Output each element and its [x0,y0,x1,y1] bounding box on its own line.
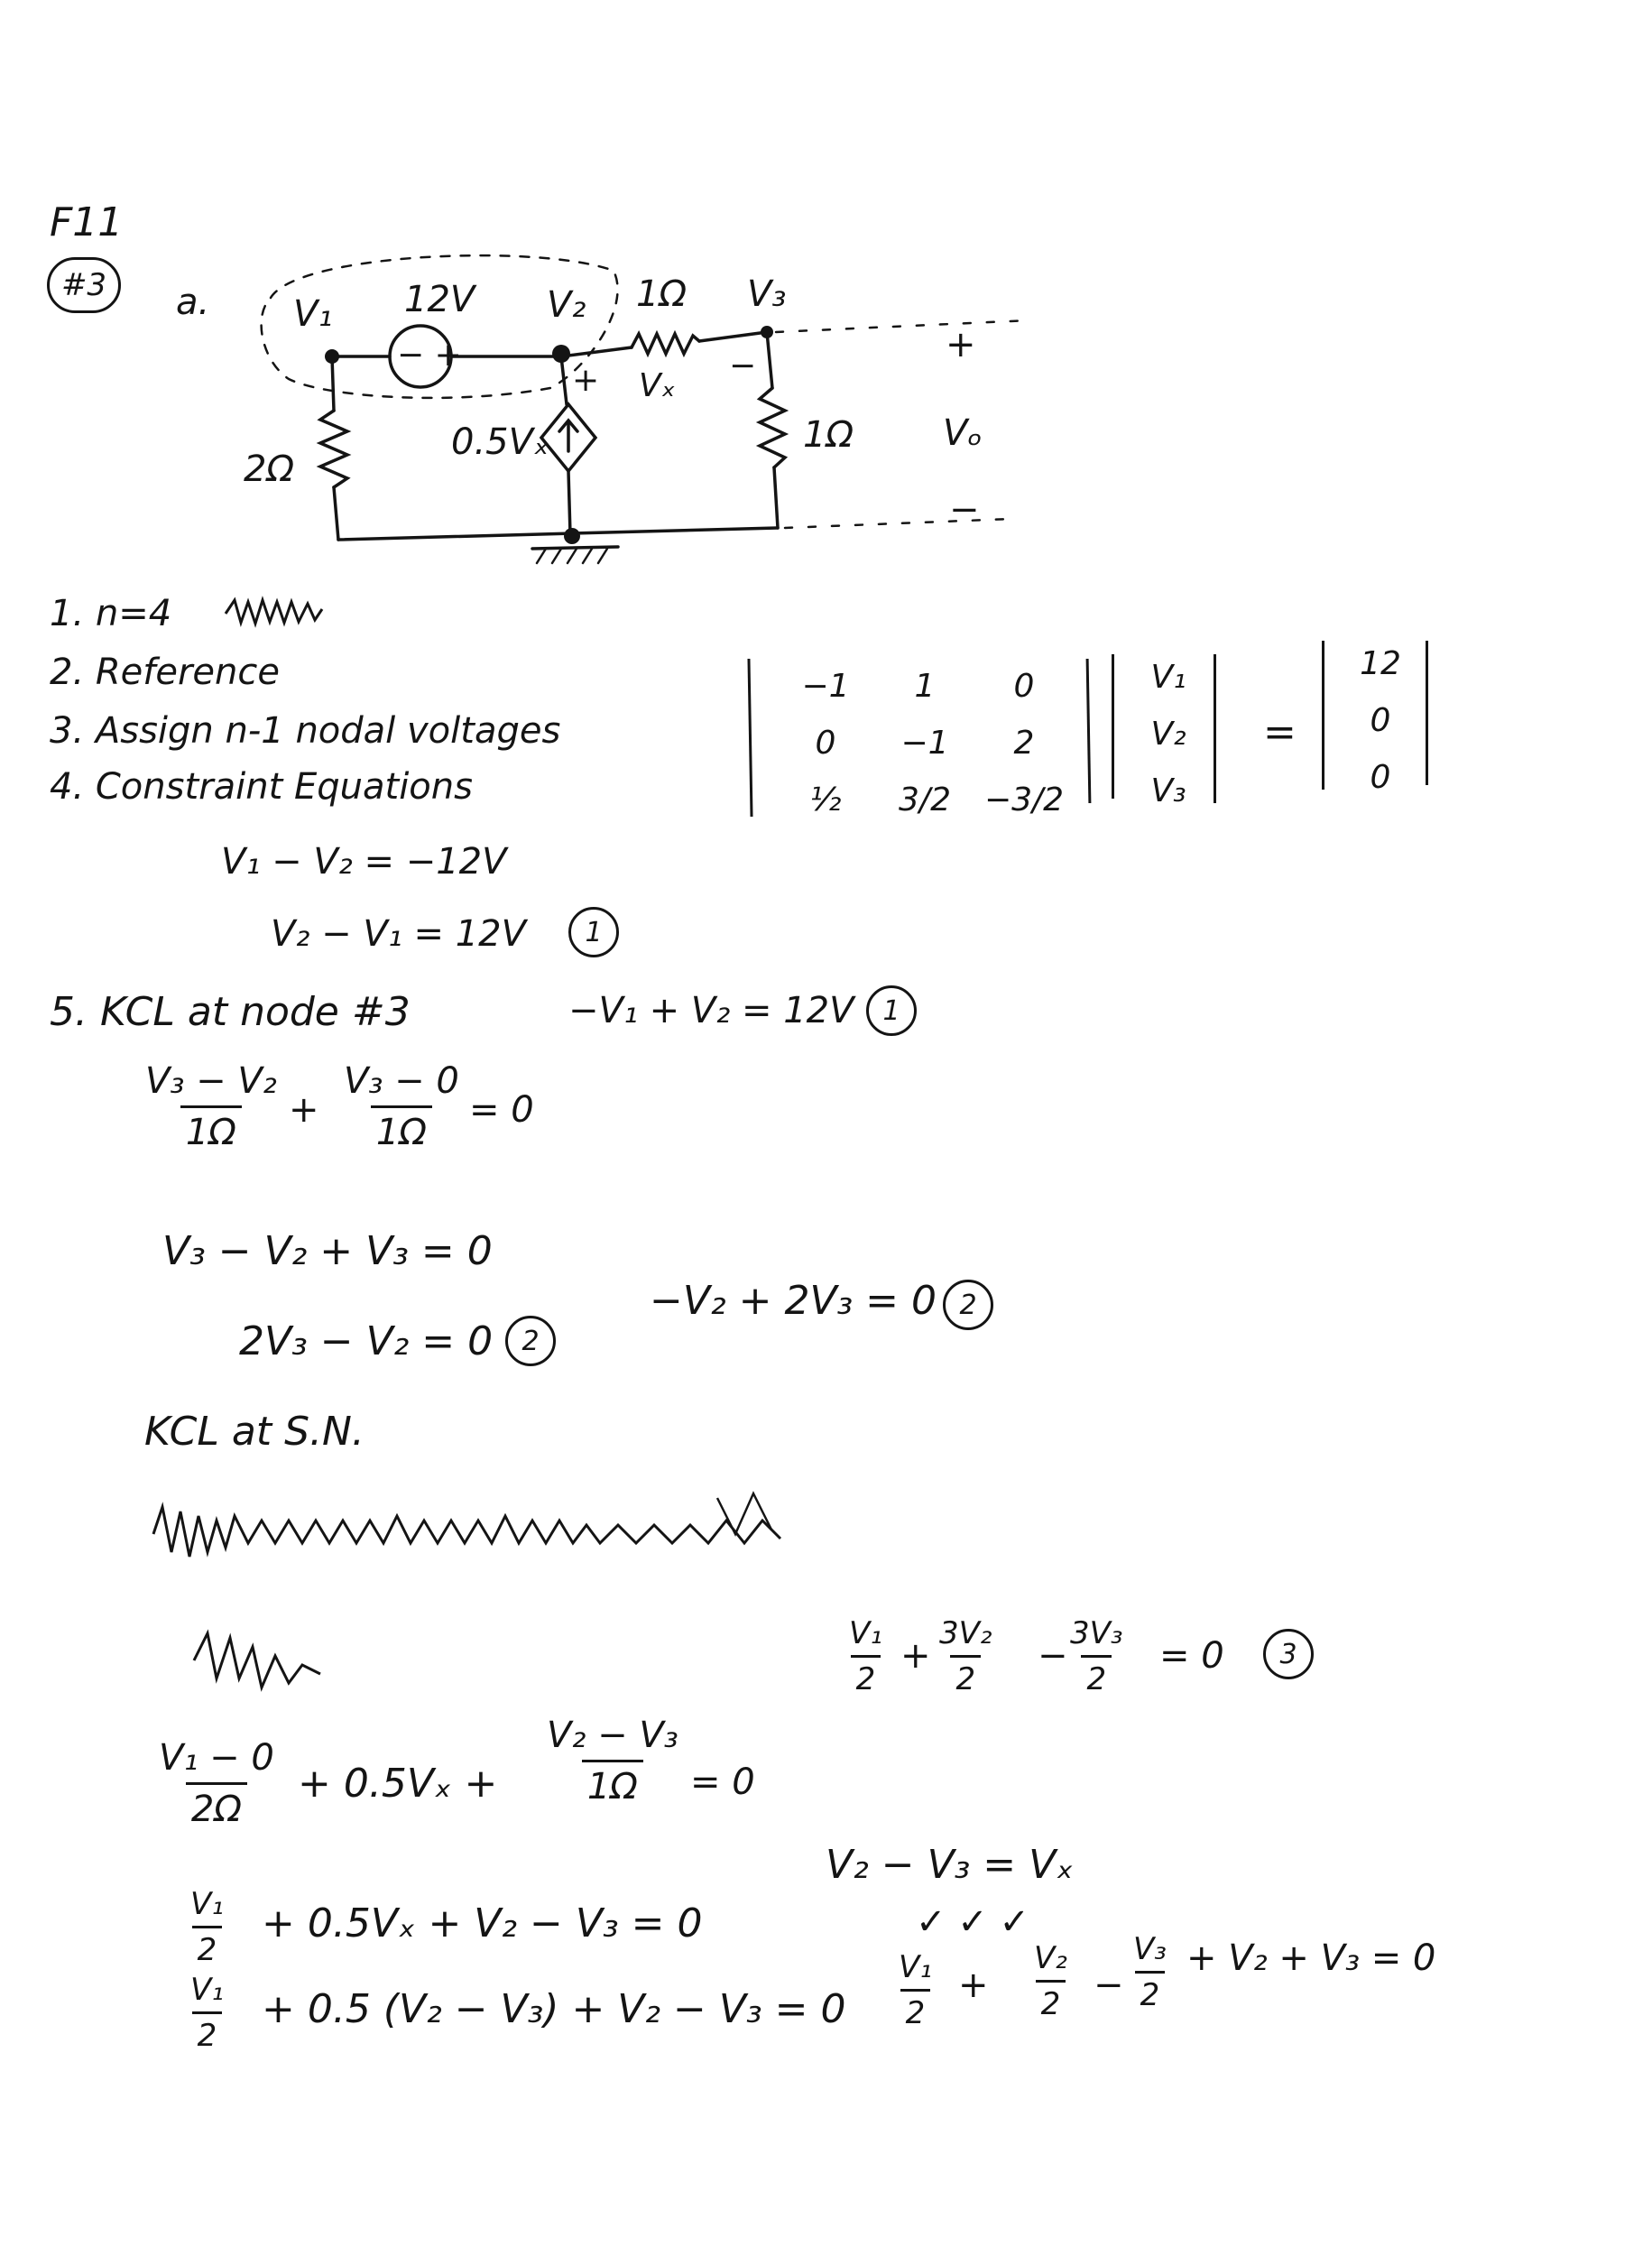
eq3-term-2: $\frac{\text{3V₂}}{2}$ [939,1615,992,1697]
node-dot-ground [564,528,580,544]
vo-plus: + [946,324,976,365]
matrix-x-cell: V₃ [1150,772,1186,809]
constraint-eq-c: −V₁ + V₂ = 12V [568,990,854,1031]
matrix-a-cell: 3/2 [899,781,951,818]
line-i-plus: + [958,1965,989,2006]
line-i-term-2: $\frac{\text{V₂}}{2}$ [1034,1940,1067,2022]
part-label: a. [176,282,210,323]
kcl3-eq-2-left: 2V₃ − V₂ = 0 [239,1318,494,1364]
circuit-diagram [0,0,1652,632]
step-1: 1. n=4 [50,593,172,634]
matrix-a-cell: −1 [801,668,850,705]
resistor-top-label: 1Ω [636,273,688,315]
line-i-term-1: $\frac{\text{V₁}}{2}$ [899,1949,932,2031]
resistor-top-symbol [632,334,699,354]
kcl-supernode-heading: KCL at S.N. [144,1409,365,1455]
line-g-rest: + 0.5Vₓ + V₂ − V₃ = 0 [262,1900,703,1946]
matrix-a-cell: −3/2 [983,781,1065,818]
dep-source-label: 0.5Vₓ [451,421,549,463]
line-g-fraction: $\frac{\text{V₁}}{2}$ [190,1886,224,1968]
kcl3-equals-zero: = 0 [469,1089,534,1131]
resistor-right-symbol [760,388,785,467]
line-i-minus: − [1094,1965,1124,2006]
problem-number: #3 [60,267,107,303]
sn-term-1: $\frac{\text{V₁ − 0}}{2\Omega}$ [159,1737,274,1830]
matrix-a [776,668,1083,818]
circled-1-b: 1 [866,985,917,1036]
matrix-x [1128,659,1209,809]
matrix-a-cell: 0 [1013,668,1035,705]
node-dot-v3 [761,326,773,338]
resistor-left-label: 2Ω [244,448,295,490]
circled-2-b: 2 [943,1280,993,1330]
vx-label: Vₓ [639,367,676,404]
matrix-a-left-bar [747,659,752,817]
eq3-minus: − [1038,1635,1068,1677]
node-v1-label: V₁ [293,293,333,335]
kcl3-term-2: $\frac{\text{V₃ − 0}}{1\Omega}$ [344,1060,459,1153]
vo-minus: − [949,489,980,531]
matrix-a-cell: −1 [900,725,949,762]
vx-minus: − [729,347,757,384]
line-i-tail: + V₂ + V₃ = 0 [1186,1937,1436,1979]
eq3-term-1: $\frac{\text{V₁}}{2}$ [849,1615,882,1697]
ground-hatch [537,549,607,563]
eq3-equals-zero: = 0 [1159,1635,1224,1677]
circled-3: 3 [1263,1629,1314,1679]
eq3-plus: + [900,1635,931,1677]
node-dot-v2 [552,345,570,363]
resistor-right-label: 1Ω [803,414,854,456]
source-polarity: − + [397,337,462,374]
line-h-rest: + 0.5 (V₂ − V₃) + V₂ − V₃ = 0 [262,1986,846,2032]
matrix-x-right-bar [1214,654,1216,803]
kcl3-term-1: $\frac{\text{V₃ − V₂}}{1\Omega}$ [145,1060,277,1153]
matrix-a-cell: ½ [809,781,842,818]
matrix-b-left-bar [1322,641,1324,790]
check-marks: ✓ ✓ ✓ [916,1901,1029,1943]
matrix-a-cell: 2 [1013,725,1035,762]
node-v3-label: V₃ [747,273,787,315]
scribbled-out-line [149,1480,798,1579]
matrix-x-cell: V₁ [1150,659,1186,696]
scribbled-out-fragment [189,1624,334,1706]
line-i-term-3: $\frac{\text{V₃}}{2}$ [1133,1931,1167,2013]
step-4: 4. Constraint Equations [50,766,473,808]
sn-middle: + 0.5Vₓ + [298,1761,498,1807]
step-2: 2. Reference [50,652,280,693]
matrix-a-cell: 1 [914,668,936,705]
sn-term-2: $\frac{\text{V₂ − V₃}}{1\Omega}$ [547,1715,678,1808]
line-h-fraction: $\frac{\text{V₁}}{2}$ [190,1972,224,2054]
circled-1-a: 1 [568,907,619,957]
node-v2-label: V₂ [547,284,586,326]
matrix-b-cell: 12 [1360,645,1401,682]
source-value-label: 12V [404,279,475,320]
node-dot-v1 [325,349,339,364]
step-5: 5. KCL at node #3 [50,989,411,1035]
matrix-x-left-bar [1112,654,1114,799]
circled-2-a: 2 [505,1316,556,1366]
matrix-b-right-bar [1426,641,1428,785]
vx-definition: V₂ − V₃ = Vₓ [826,1842,1074,1888]
matrix-b-cell: 0 [1370,759,1391,796]
matrix-x-cell: V₂ [1150,716,1186,753]
dep-source-plus: + [572,362,600,399]
matrix-b [1340,645,1421,796]
matrix-a-cell: 0 [815,725,836,762]
sn-equals-zero: = 0 [690,1761,755,1803]
matrix-equals: = [1263,709,1297,755]
constraint-eq-b: V₂ − V₁ = 12V [271,913,526,955]
scribbled-out-text [221,591,329,636]
problem-set-label: F11 [50,199,124,245]
eq3-term-3: $\frac{\text{3V₃}}{2}$ [1070,1615,1123,1697]
matrix-b-cell: 0 [1370,702,1391,739]
matrix-a-right-bar [1086,659,1092,803]
kcl3-simplified: V₃ − V₂ + V₃ = 0 [162,1228,493,1274]
kcl3-plus: + [289,1089,319,1131]
resistor-left-symbol [320,411,347,487]
kcl3-eq-2-right: −V₂ + 2V₃ = 0 [650,1278,937,1324]
step-3: 3. Assign n-1 nodal voltages [50,710,561,752]
vo-label: Vₒ [943,412,983,454]
constraint-eq-a: V₁ − V₂ = −12V [221,841,507,883]
